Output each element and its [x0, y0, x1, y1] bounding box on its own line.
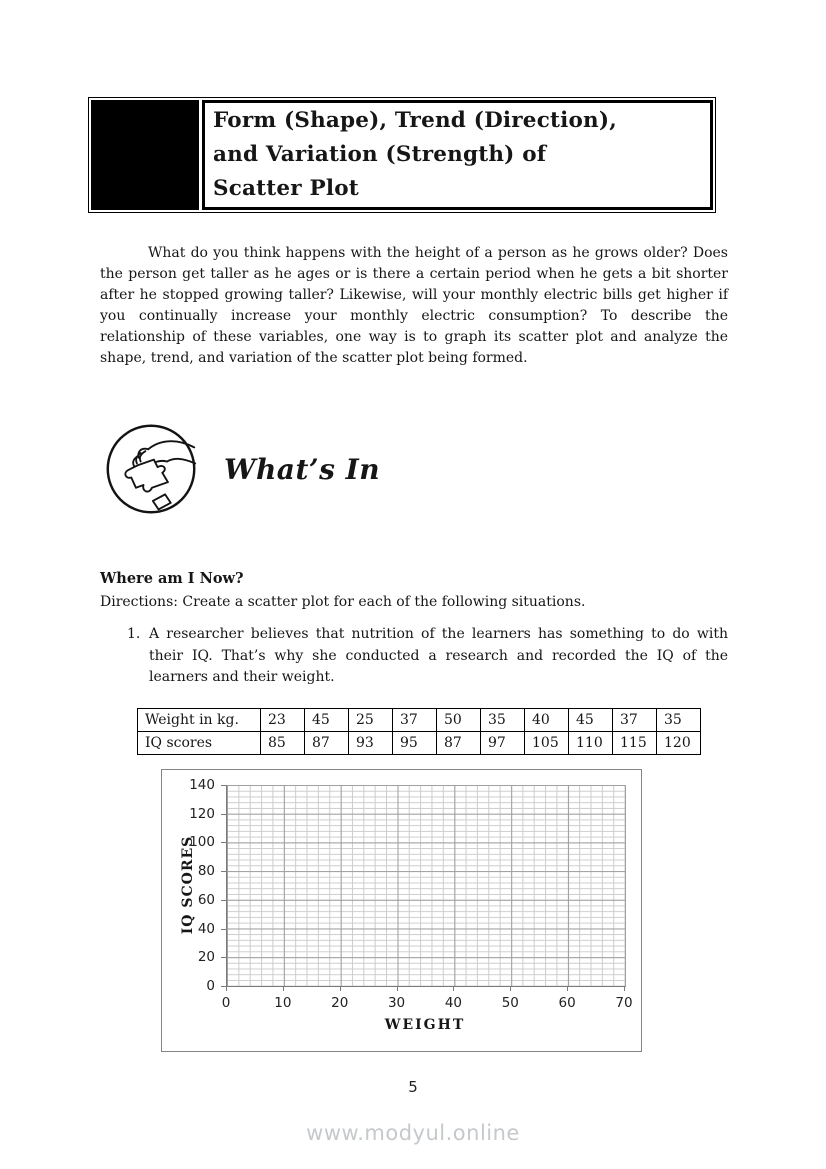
x-axis-label: WEIGHT [384, 1017, 466, 1033]
y-axis-label: IQ SCORES [180, 835, 196, 935]
table-row [138, 709, 701, 732]
x-axis-tick-label: 70 [615, 995, 633, 1011]
where-am-i-now-heading: Where am I Now? [100, 570, 244, 587]
y-axis-tick-label: 140 [189, 777, 215, 793]
table-cell: 93 [349, 732, 393, 755]
table-cell: 50 [437, 709, 481, 732]
whats-in-heading: What’s In [224, 452, 381, 486]
y-axis-tick-label: 20 [197, 949, 215, 966]
page-title-line: Scatter Plot [213, 176, 359, 201]
x-axis-tick-label: 0 [221, 995, 231, 1011]
y-axis-tick [221, 929, 226, 930]
title-banner-black-square [91, 100, 199, 210]
y-axis-tick [221, 842, 226, 843]
table-row-label: IQ scores [138, 732, 261, 755]
y-axis-tick-label: 40 [197, 920, 215, 937]
x-axis-tick-label: 20 [331, 995, 349, 1011]
table-cell: 23 [261, 709, 305, 732]
title-cell [202, 100, 713, 210]
table-cell: 37 [393, 709, 437, 732]
table-cell: 40 [525, 709, 569, 732]
x-axis-tick [283, 986, 284, 991]
x-axis-tick [340, 986, 341, 991]
title-banner [88, 97, 716, 213]
y-axis-tick [221, 986, 226, 987]
y-axis-tick-label: 0 [206, 978, 215, 994]
hand-placing-puzzle-piece-icon [104, 422, 198, 516]
x-axis-tick [453, 986, 454, 991]
table-cell: 37 [613, 709, 657, 732]
x-axis-tick [624, 986, 625, 991]
x-axis-tick [567, 986, 568, 991]
y-axis-tick [221, 957, 226, 958]
x-axis-tick-label: 10 [274, 995, 292, 1011]
table-cell: 105 [525, 732, 569, 755]
data-table-body [138, 709, 701, 755]
x-axis-tick [226, 986, 227, 991]
whats-in-section [104, 422, 380, 516]
y-axis-tick [221, 814, 226, 815]
table-cell: 120 [657, 732, 701, 755]
y-axis-tick [221, 785, 226, 786]
table-cell: 97 [481, 732, 525, 755]
table-row-label: Weight in kg. [138, 709, 261, 732]
table-cell: 95 [393, 732, 437, 755]
directions-text: Directions: Create a scatter plot for each of the following situations. [100, 594, 586, 610]
table-cell: 115 [613, 732, 657, 755]
table-cell: 45 [305, 709, 349, 732]
table-cell: 25 [349, 709, 393, 732]
y-axis-tick [221, 900, 226, 901]
x-axis-tick-label: 50 [501, 995, 519, 1011]
table-cell: 87 [437, 732, 481, 755]
list-item-text: A researcher believes that nutrition of the learners has something to do with their IQ. That’s why she conducted a research and recorded the IQ of the learners and their weight. [149, 626, 728, 685]
y-axis-tick-label: 100 [189, 834, 215, 851]
page-title-line: and Variation (Strength) of [213, 142, 547, 167]
y-axis-tick-label: 60 [197, 891, 215, 908]
x-axis-tick [397, 986, 398, 991]
y-axis-tick-label: 80 [197, 863, 215, 880]
list-item-number: 1. [127, 626, 141, 642]
intro-paragraph: What do you think happens with the height of a person as he grows older? Does the person get taller as he ages or is there a certain period when he gets a bit shorter after he stopped growing taller? Likewise, will your monthly electric bills get higher if you continually increase your monthly electric consumption? To describe the relationship of these variables, one way is to graph its scatter plot and analyze the shape, trend, and variation of the scatter plot being formed. [100, 245, 728, 366]
x-axis-tick-label: 60 [558, 995, 576, 1011]
data-table [137, 708, 701, 755]
page-number: 5 [408, 1078, 418, 1096]
watermark-text: www.modyul.online [306, 1121, 520, 1145]
table-cell: 45 [569, 709, 613, 732]
where-am-i-now-section [100, 570, 728, 689]
y-axis-tick-label: 120 [189, 805, 215, 822]
table-cell: 110 [569, 732, 613, 755]
table-cell: 35 [657, 709, 701, 732]
table-cell: 87 [305, 732, 349, 755]
page-title-line: Form (Shape), Trend (Direction), [213, 108, 617, 133]
list-item [100, 624, 728, 689]
table-row [138, 732, 701, 755]
x-axis-tick [510, 986, 511, 991]
scatter-plot-chart [161, 769, 642, 1052]
x-axis-tick-label: 30 [387, 995, 406, 1011]
x-axis-tick-label: 40 [444, 995, 463, 1011]
table-cell: 85 [261, 732, 305, 755]
plot-area [226, 785, 626, 987]
table-cell: 35 [481, 709, 525, 732]
y-axis-tick [221, 871, 226, 872]
